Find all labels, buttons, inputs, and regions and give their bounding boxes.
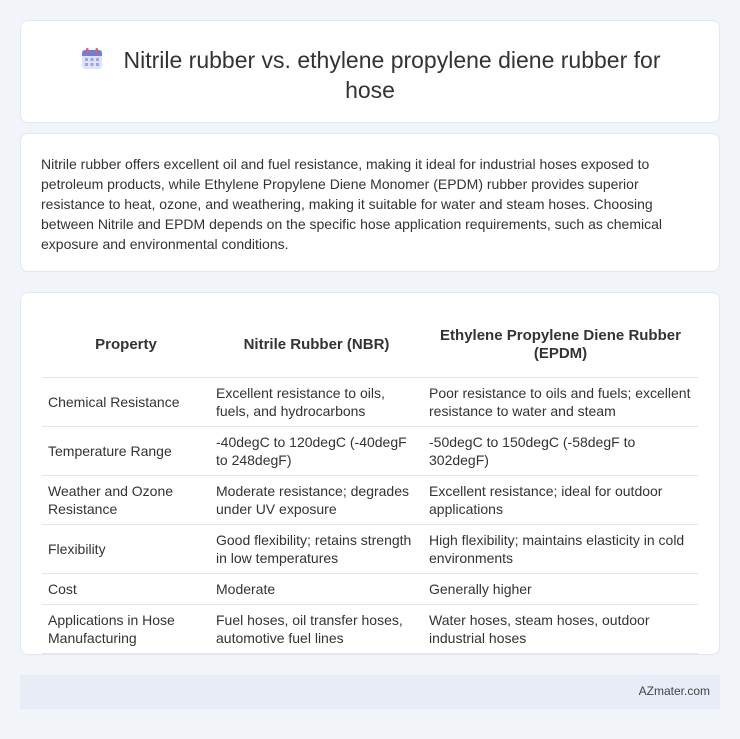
comparison-table-card [20, 292, 720, 655]
page-title [21, 45, 719, 105]
table-row [42, 475, 698, 524]
table-row [42, 377, 698, 426]
table-cell: Chemical Resistance [42, 377, 210, 426]
column-header-epdm: Ethylene Propylene Diene Rubber (EPDM) [423, 314, 698, 377]
table-cell: Applications in Hose Manufacturing [42, 604, 210, 653]
table-row [42, 604, 698, 653]
table-cell: Good flexibility; retains strength in low temperatures [210, 524, 423, 573]
column-header-property: Property [42, 314, 210, 377]
table-cell: High flexibility; maintains elasticity in cold environments [423, 524, 698, 573]
table-cell: Water hoses, steam hoses, outdoor industrial hoses [423, 604, 698, 653]
table-cell: Generally higher [423, 573, 698, 604]
comparison-table [42, 314, 698, 654]
table-cell: Weather and Ozone Resistance [42, 475, 210, 524]
footer-bar [20, 675, 720, 709]
table-cell: Moderate resistance; degrades under UV exposure [210, 475, 423, 524]
table-row [42, 524, 698, 573]
table-cell: Poor resistance to oils and fuels; excellent resistance to water and steam [423, 377, 698, 426]
table-cell: Temperature Range [42, 426, 210, 475]
summary-card [20, 133, 720, 272]
table-cell: Moderate [210, 573, 423, 604]
table-cell: Excellent resistance; ideal for outdoor applications [423, 475, 698, 524]
title-card [20, 20, 720, 123]
table-row [42, 426, 698, 475]
page-title-text: Nitrile rubber vs. ethylene propylene diene rubber for hose [123, 47, 661, 103]
table-cell: -50degC to 150degC (-58degF to 302degF) [423, 426, 698, 475]
table-cell: Excellent resistance to oils, fuels, and hydrocarbons [210, 377, 423, 426]
table-cell: Cost [42, 573, 210, 604]
table-header-row [42, 314, 698, 377]
summary-text: Nitrile rubber offers excellent oil and fuel resistance, making it ideal for industrial hoses exposed to petroleum products, while Ethylene Propylene Diene Monomer (EPDM) rubber provides superior resistance to heat, ozone, and weathering, making it suitable for water and steam hoses. Choosing between Nitrile and EPDM depends on the specific hose application requirements, such as chemical exposure and environmental conditions. [41, 156, 663, 252]
table-cell: -40degC to 120degC (-40degF to 248degF) [210, 426, 423, 475]
table-row [42, 573, 698, 604]
table-cell: Fuel hoses, oil transfer hoses, automotive fuel lines [210, 604, 423, 653]
calendar-icon [80, 47, 104, 71]
footer-brand: AZmater.com [638, 684, 710, 698]
column-header-nbr: Nitrile Rubber (NBR) [210, 314, 423, 377]
table-cell: Flexibility [42, 524, 210, 573]
